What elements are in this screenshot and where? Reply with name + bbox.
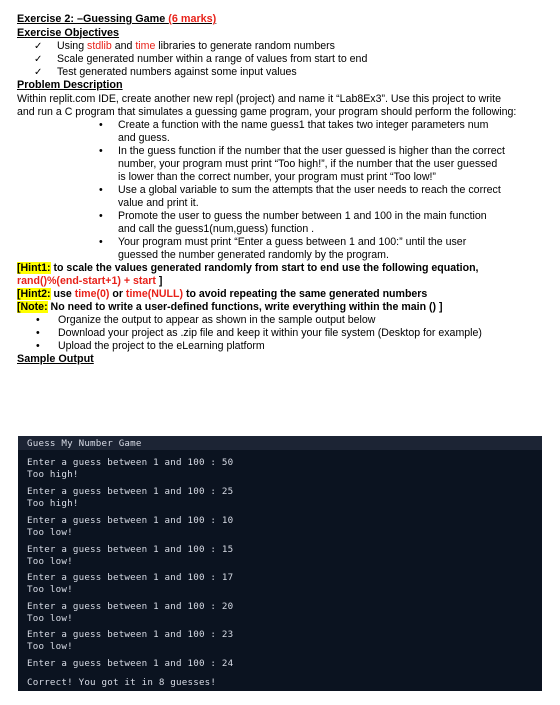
console-line: Enter a guess between 1 and 100 : 17 bbox=[27, 572, 234, 583]
exercise-title: Exercise 2: –Guessing Game (6 marks) bbox=[17, 13, 217, 25]
problem-heading: Problem Description bbox=[17, 79, 123, 91]
requirement-item: • In the guess function if the number that the user guessed is higher than the correct number, your program must print “Too high!”, if the number that the user guessed is lower than the correct number, your program must print “Too low!” bbox=[99, 144, 505, 183]
console-line: Too low! bbox=[27, 556, 73, 567]
bullet-icon: • bbox=[99, 144, 103, 157]
requirement-item: • Use a global variable to sum the attempts that the user needs to reach the correct value and print it. bbox=[99, 183, 501, 209]
task-item: • Upload the project to the eLearning platform bbox=[36, 339, 265, 352]
console-line: Too high! bbox=[27, 498, 79, 509]
console-line: Too low! bbox=[27, 584, 73, 595]
console-line: Enter a guess between 1 and 100 : 20 bbox=[27, 601, 234, 612]
hint-2: [Hint2: use time(0) or time(NULL) to avoid repeating the same generated numbers bbox=[17, 287, 428, 300]
task-item: • Download your project as .zip file and keep it within your file system (Desktop for example) bbox=[36, 326, 482, 339]
problem-intro: Within replit.com IDE, create another new repl (project) and name it “Lab8Ex3”. Use this project to write and run a C program that simulates a guessing game program, your program should perform the following: bbox=[17, 92, 517, 118]
console-line: Too low! bbox=[27, 613, 73, 624]
hint-1: [Hint1: to scale the values generated randomly from start to end use the following equation, rand()%(end-start+1) + start ] bbox=[17, 261, 479, 287]
bullet-icon: • bbox=[36, 339, 40, 352]
task-item: • Organize the output to appear as shown in the sample output below bbox=[36, 313, 376, 326]
requirement-item: • Create a function with the name guess1 that takes two integer parameters num and guess. bbox=[99, 118, 489, 144]
bullet-icon: • bbox=[99, 209, 103, 222]
console-line: Enter a guess between 1 and 100 : 50 bbox=[27, 457, 234, 468]
checkmark-icon: ✓ bbox=[34, 41, 43, 52]
hint-1-formula: rand()%(end-start+1) + start bbox=[17, 274, 156, 287]
console-line: Enter a guess between 1 and 100 : 24 bbox=[27, 658, 234, 669]
bullet-icon: • bbox=[99, 183, 103, 196]
console-line: Enter a guess between 1 and 100 : 25 bbox=[27, 486, 234, 497]
console-line: Correct! You got it in 8 guesses! bbox=[27, 677, 217, 688]
objective-item: ✓ Scale generated number within a range of values from start to end bbox=[34, 53, 368, 65]
console-line: Enter a guess between 1 and 100 : 10 bbox=[27, 515, 234, 526]
console-line: Enter a guess between 1 and 100 : 15 bbox=[27, 544, 234, 555]
note: [Note: No need to write a user-defined functions, write everything within the main () ] bbox=[17, 300, 443, 313]
document-page bbox=[17, 13, 545, 366]
console-line: Too low! bbox=[27, 527, 73, 538]
bullet-icon: • bbox=[99, 235, 103, 248]
checkmark-icon: ✓ bbox=[34, 67, 43, 78]
requirement-item: • Your program must print “Enter a guess between 1 and 100:” until the user guessed the number generated randomly by the program. bbox=[99, 235, 467, 261]
console-line: Too low! bbox=[27, 641, 73, 652]
marks-label: (6 marks) bbox=[168, 13, 217, 25]
objectives-heading: Exercise Objectives bbox=[17, 26, 120, 39]
objective-item: ✓ Test generated numbers against some input values bbox=[34, 66, 297, 78]
objective-item: ✓ Using stdlib and time libraries to generate random numbers bbox=[34, 40, 335, 52]
bullet-icon: • bbox=[36, 326, 40, 339]
console-line: Too high! bbox=[27, 469, 79, 480]
requirements-list bbox=[17, 119, 545, 262]
console-line: Guess My Number Game bbox=[27, 438, 142, 449]
tasks-list bbox=[17, 314, 545, 353]
objectives-list bbox=[17, 40, 545, 79]
bullet-icon: • bbox=[99, 118, 103, 131]
sample-output-heading: Sample Output bbox=[17, 352, 94, 365]
sample-output-console bbox=[18, 436, 542, 691]
checkmark-icon: ✓ bbox=[34, 54, 43, 65]
requirement-item: • Promote the user to guess the number between 1 and 100 in the main function and call the guess1(num,guess) function . bbox=[99, 209, 487, 235]
console-line: Enter a guess between 1 and 100 : 23 bbox=[27, 629, 234, 640]
bullet-icon: • bbox=[36, 313, 40, 326]
